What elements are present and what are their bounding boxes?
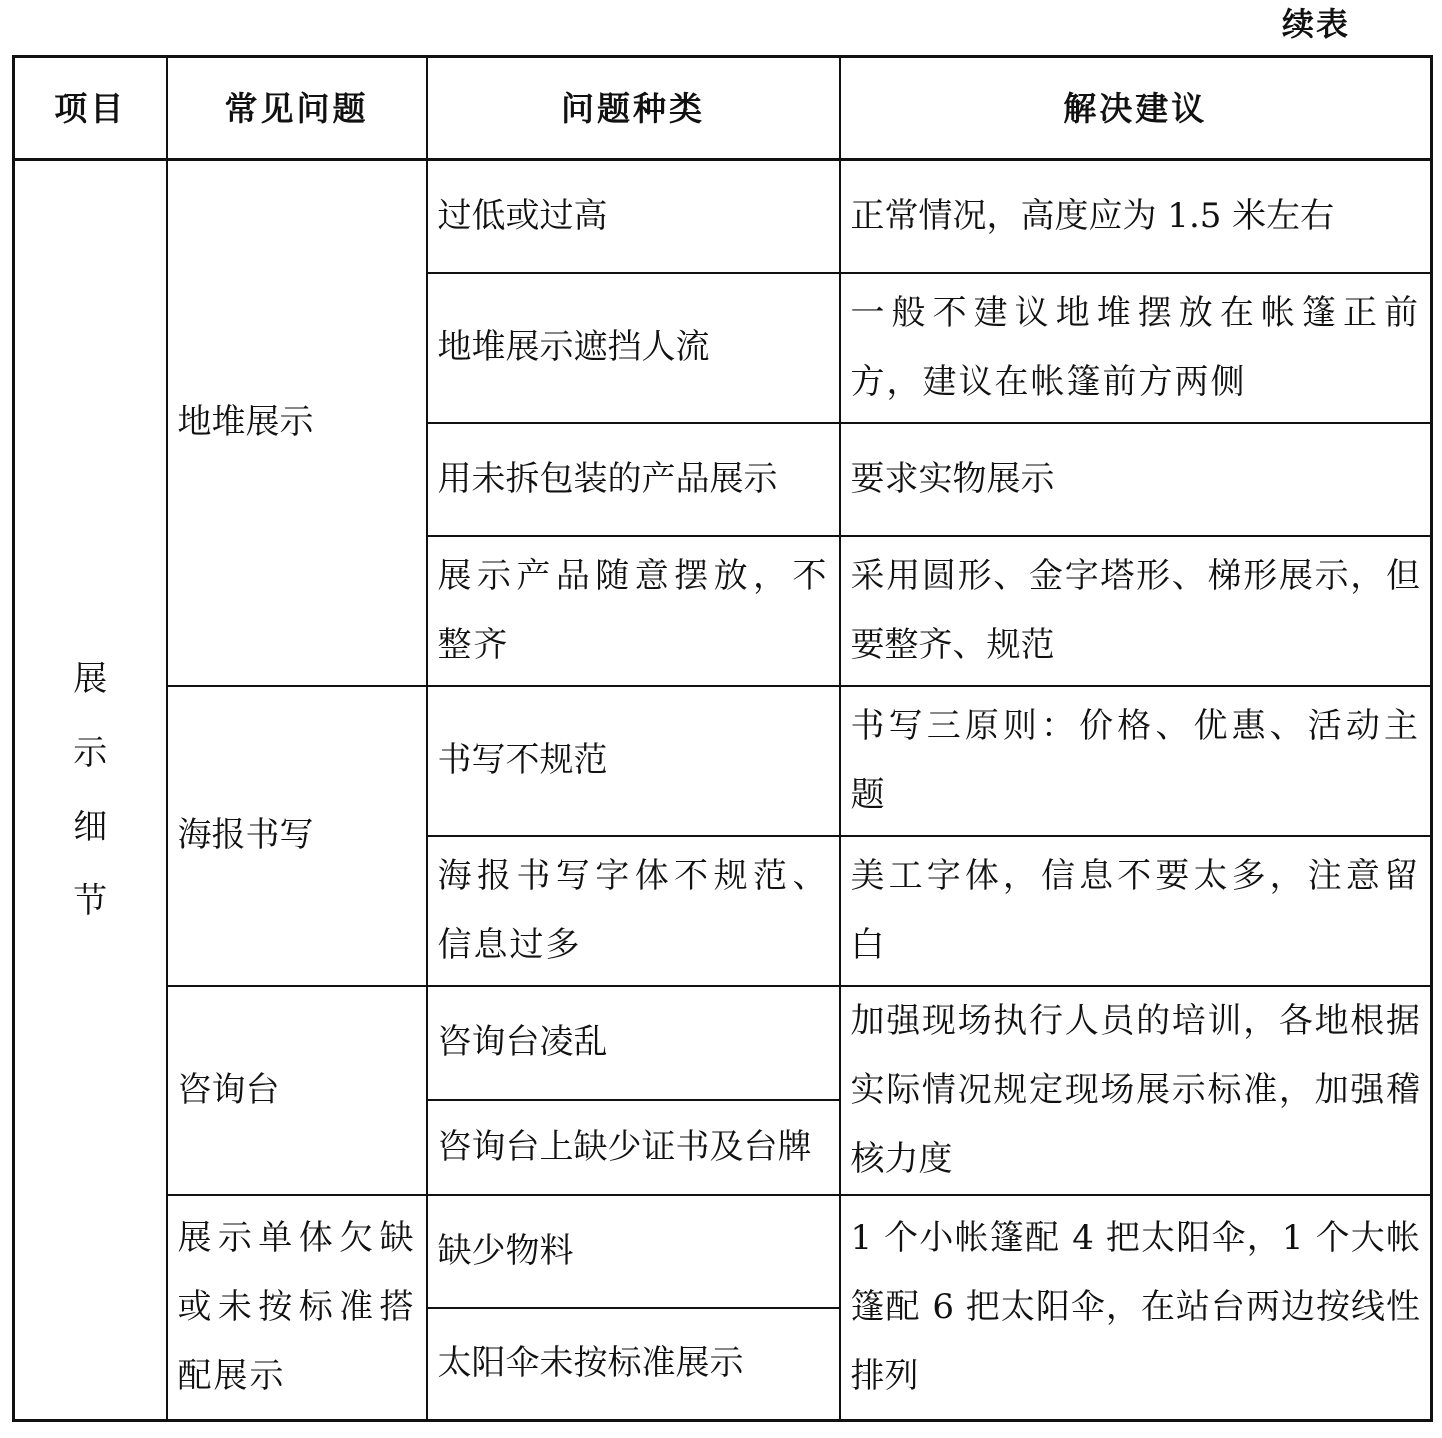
type-cell: 咨询台凌乱 (427, 986, 840, 1100)
header-problem-type: 问题种类 (427, 57, 840, 160)
header-item: 项目 (14, 57, 167, 160)
type-cell: 太阳伞未按标准展示 (427, 1308, 840, 1421)
advice-cell: 一般不建议地堆摆放在帐篷正前方，建议在帐篷前方两侧 (840, 273, 1432, 423)
advice-cell: 1 个小帐篷配 4 把太阳伞，1 个大帐篷配 6 把太阳伞，在站台两边按线性排列 (840, 1195, 1432, 1421)
continued-label: 续表 (1281, 5, 1350, 43)
problem-cell: 展示单体欠缺或未按标准搭配展示 (167, 1195, 427, 1421)
advice-cell: 美工字体，信息不要太多，注意留白 (840, 836, 1432, 986)
header-common-problem: 常见问题 (167, 57, 427, 160)
display-details-table (12, 55, 1433, 1422)
header-solution: 解决建议 (840, 57, 1432, 160)
type-cell: 书写不规范 (427, 686, 840, 836)
type-cell: 咨询台上缺少证书及台牌 (427, 1100, 840, 1195)
table-row (14, 160, 1432, 273)
item-cell (14, 160, 167, 1421)
type-cell: 海报书写字体不规范、信息过多 (427, 836, 840, 986)
table-row (14, 686, 1432, 836)
table-row (14, 1195, 1432, 1308)
type-cell: 缺少物料 (427, 1195, 840, 1308)
advice-cell: 要求实物展示 (840, 423, 1432, 536)
problem-cell: 海报书写 (167, 686, 427, 986)
advice-cell: 采用圆形、金字塔形、梯形展示，但要整齐、规范 (840, 536, 1432, 686)
type-cell: 展示产品随意摆放，不整齐 (427, 536, 840, 686)
advice-cell: 加强现场执行人员的培训，各地根据实际情况规定现场展示标准，加强稽核力度 (840, 986, 1432, 1195)
type-cell: 用未拆包装的产品展示 (427, 423, 840, 536)
header-row (14, 57, 1432, 160)
advice-cell: 书写三原则：价格、优惠、活动主题 (840, 686, 1432, 836)
table-row (14, 986, 1432, 1100)
problem-cell: 咨询台 (167, 986, 427, 1195)
type-cell: 过低或过高 (427, 160, 840, 273)
item-label: 展示细节 (73, 659, 108, 921)
problem-cell: 地堆展示 (167, 160, 427, 686)
type-cell: 地堆展示遮挡人流 (427, 273, 840, 423)
advice-cell: 正常情况，高度应为 1.5 米左右 (840, 160, 1432, 273)
